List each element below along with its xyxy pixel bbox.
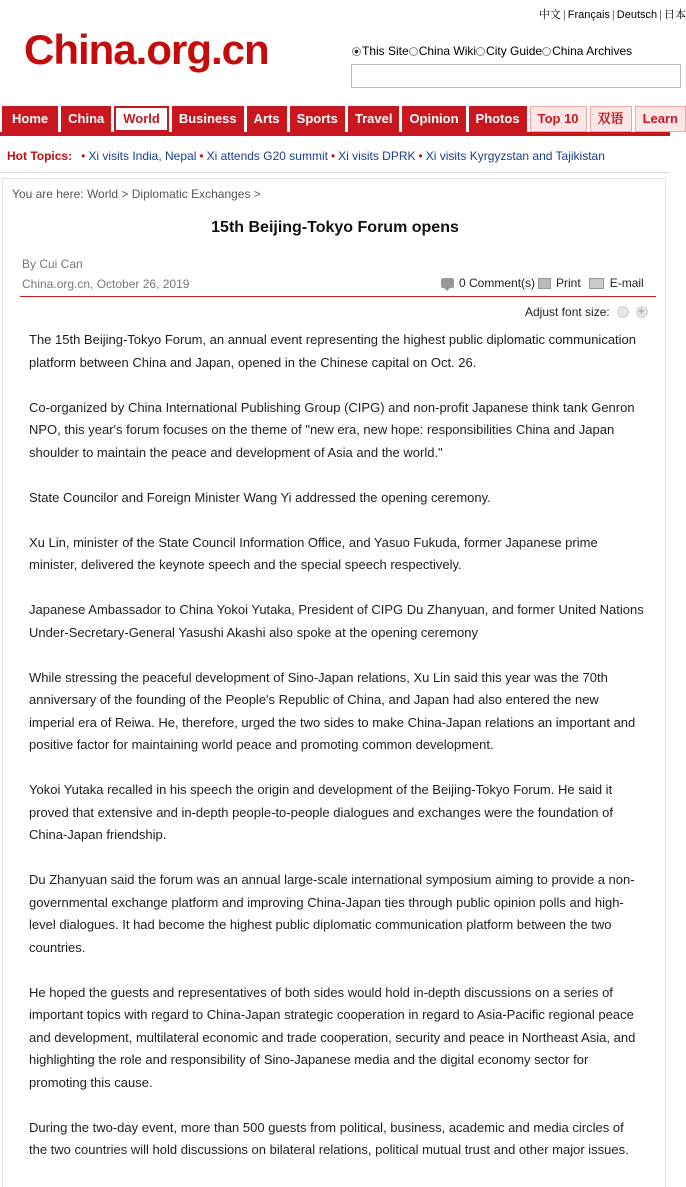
font-size-control — [525, 305, 648, 319]
comments-link[interactable]: 0 Comment(s) — [459, 276, 536, 290]
nav-tab-opinion[interactable]: Opinion — [402, 106, 465, 132]
hot-topics-label: Hot Topics: — [7, 149, 73, 163]
article-source-date: China.org.cn, October 26, 2019 — [22, 277, 190, 291]
header-divider — [0, 172, 670, 173]
article-paragraph: During the two-day event, more than 500 guests from political, business, academic and media circles of the two countries will hold discussions on bilateral relations, political mutual trust and other major issues. — [29, 1119, 629, 1157]
language-link-french[interactable]: Français — [567, 9, 610, 21]
article-paragraph: State Councilor and Foreign Minister Wang Yi addressed the opening ceremony. — [29, 489, 491, 505]
radio-selected-icon[interactable] — [352, 47, 361, 56]
nav-tab-arts[interactable]: Arts — [247, 106, 287, 132]
font-decrease-icon[interactable] — [617, 306, 629, 318]
nav-tab-travel[interactable]: Travel — [348, 106, 400, 132]
hot-topic-link[interactable]: Xi visits India, Nepal — [88, 149, 197, 163]
email-icon[interactable] — [589, 278, 604, 289]
hot-topics-bar — [7, 149, 605, 163]
article-paragraph: Du Zhanyuan said the forum was an annual large-scale international symposium aiming to provide a non-governmental exchange platform and improving China-Japan ties through public opinion polls and high-level dialogues. It had become the highest public diplomatic communication platform between the two countries. — [29, 872, 635, 955]
nav-tab-china[interactable]: China — [61, 106, 111, 132]
search-input[interactable] — [351, 64, 681, 88]
search-option-china-wiki[interactable]: China Wiki — [409, 44, 476, 58]
language-bar: 中文 | Français | Deutsch | 日本 — [538, 9, 686, 21]
radio-icon[interactable] — [542, 47, 551, 56]
search-scope-options — [352, 44, 632, 59]
article-paragraph: Co-organized by China International Publishing Group (CIPG) and non-profit Japanese think tank Genron NPO, this year's forum focuses on the theme of "new era, new hope: responsibilities China and Japan shoulder to maintain the peace and development of Asia and the world." — [29, 399, 635, 460]
language-link-german[interactable]: Deutsch — [616, 9, 658, 21]
language-link-chinese[interactable]: 中文 — [538, 9, 561, 21]
nav-tab-sports[interactable]: Sports — [290, 106, 345, 132]
email-link[interactable]: E-mail — [609, 276, 644, 290]
nav-tab-learn[interactable]: Learn — [635, 106, 686, 132]
breadcrumb[interactable]: You are here: World > Diplomatic Exchanges > — [12, 187, 261, 201]
nav-tab-bilingual[interactable]: 双语 — [590, 106, 632, 132]
article-header-rule — [20, 296, 656, 297]
article-paragraph: He hoped the guests and representatives of both sides would hold in-depth discussions on a series of important topics with regard to China-Japan strategic cooperation in regard to Asia-Pacific regional peace and development, multilateral economic and trade cooperation, security and peace in Northeast Asia, and highlighting the role and responsibility of Sino-Japanese media and the digital economy sector for promoting this cause. — [29, 984, 636, 1090]
search-option-this-site[interactable]: This Site — [352, 44, 409, 58]
article-paragraph: While stressing the peaceful development of Sino-Japan relations, Xu Lin said this year was the 70th anniversary of the founding of the People's Republic of China, and Japan had also entered the new imperial era of Reiwa. He, therefore, urged the two sides to make China-Japan relations an important and positive factor for maintaining world peace and promoting common development. — [29, 669, 636, 752]
nav-tab-business[interactable]: Business — [172, 106, 244, 132]
nav-tab-top10[interactable]: Top 10 — [530, 106, 587, 132]
hot-topic-link[interactable]: Xi attends G20 summit — [206, 149, 328, 163]
print-icon[interactable] — [538, 278, 551, 289]
language-link-japanese[interactable]: 日本 — [664, 9, 686, 21]
bullet-icon: • — [330, 149, 336, 163]
hot-topic-link[interactable]: Xi visits Kyrgyzstan and Tajikistan — [425, 149, 605, 163]
article-paragraph: Japanese Ambassador to China Yokoi Yutaka, President of CIPG Du Zhanyuan, and former United Nations Under-Secretary-General Yasushi Akashi also spoke at the opening ceremony — [29, 602, 644, 640]
hot-topic-link[interactable]: Xi visits DPRK — [338, 149, 416, 163]
site-logo[interactable]: China.org.cn — [24, 26, 269, 73]
article-paragraph: Yokoi Yutaka recalled in his speech the origin and development of the Beijing-Tokyo Forum. He said it proved that extensive and in-depth people-to-people dialogues and exchanges were the foundation of China-Japan friendship. — [29, 782, 613, 842]
font-increase-icon[interactable] — [636, 306, 648, 318]
nav-tab-home[interactable]: Home — [2, 106, 58, 132]
search-option-china-archives[interactable]: China Archives — [542, 44, 632, 58]
radio-icon[interactable] — [409, 47, 418, 56]
article-title: 15th Beijing-Tokyo Forum opens — [211, 219, 459, 236]
comment-icon[interactable] — [441, 278, 454, 288]
article-tools — [441, 276, 644, 290]
bullet-icon: • — [418, 149, 423, 163]
nav-tab-world[interactable]: World — [114, 106, 169, 132]
main-nav — [0, 106, 686, 132]
bullet-icon: • — [199, 149, 204, 163]
article-paragraph: Xu Lin, minister of the State Council Information Office, and Yasuo Fukuda, former Japanese prime minister, delivered the keynote speech and the special speech respectively. — [29, 534, 598, 572]
bullet-icon: • — [81, 149, 86, 163]
article-byline: By Cui Can — [22, 257, 83, 271]
radio-icon[interactable] — [476, 47, 485, 56]
nav-underline — [0, 132, 670, 136]
article-paragraph: The 15th Beijing-Tokyo Forum, an annual event representing the highest public diplomatic communication platform between China and Japan, opened in the Chinese capital on Oct. 26. — [29, 332, 637, 370]
search-option-city-guide[interactable]: City Guide — [476, 44, 542, 58]
article-body — [29, 329, 644, 1184]
print-link[interactable]: Print — [556, 276, 581, 290]
font-size-label: Adjust font size: — [525, 305, 610, 319]
nav-tab-photos[interactable]: Photos — [469, 106, 527, 132]
